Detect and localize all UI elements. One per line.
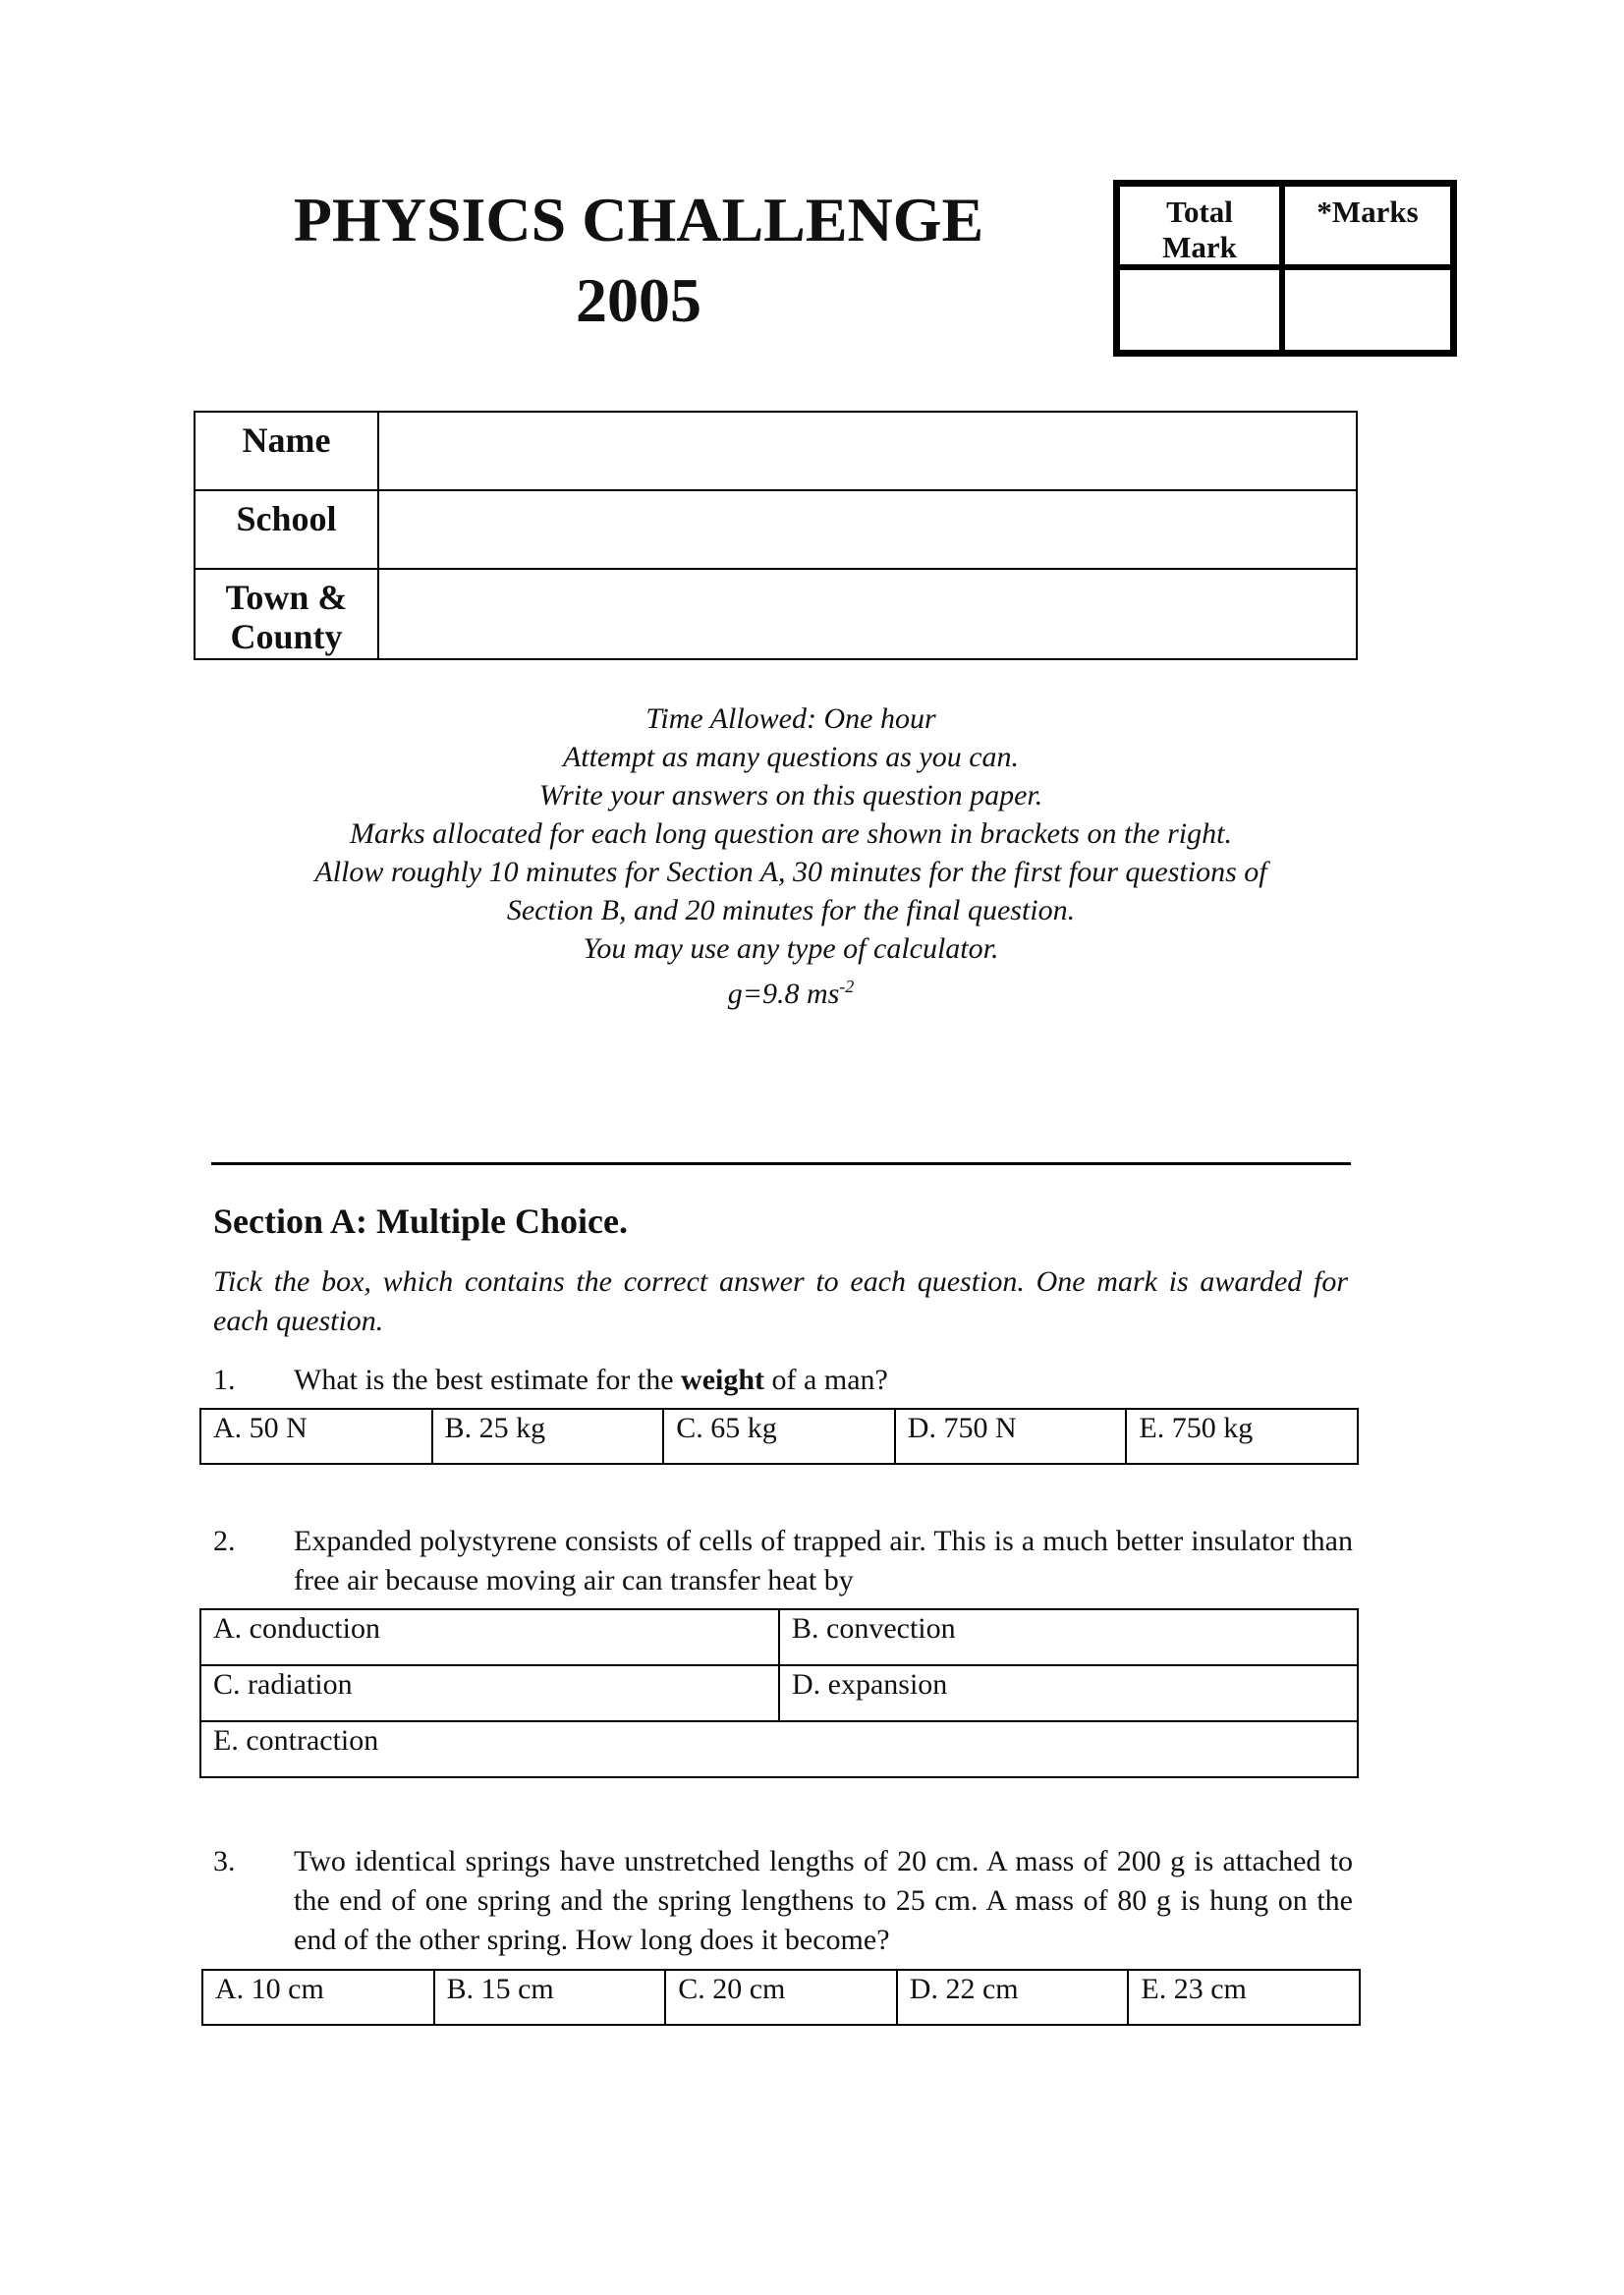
instruction-line: Marks allocated for each long question are shown in brackets on the right. [350,817,1232,850]
gravity-constant [226,968,1356,1013]
student-info-table [194,411,1358,660]
question-1 [213,1361,1353,1400]
total-mark-field[interactable] [1120,270,1285,350]
title-year: 2005 [576,265,701,335]
marks-label: *Marks [1285,187,1450,270]
title-line-1: PHYSICS CHALLENGE [293,185,984,254]
question-text: Two identical springs have unstretched lengths of 20 cm. A mass of 200 g is attached to the end of one spring and the spring lengthens to 25 cm. A mass of 80 g is hung on the end of the other spring. How long does it become? [294,1845,1353,1956]
option-b[interactable]: B. convection [779,1609,1358,1665]
option-a[interactable]: A. conduction [200,1609,779,1665]
school-label: School [195,490,378,569]
instructions [226,700,1356,1013]
question-number: 2. [213,1525,236,1557]
question-text-bold: weight [681,1364,765,1396]
school-field[interactable] [378,490,1357,569]
option-c[interactable]: C. 65 kg [663,1409,895,1464]
option-e[interactable]: E. contraction [200,1721,1358,1777]
question-number: 1. [213,1364,236,1396]
divider-line [211,1162,1351,1165]
town-county-field[interactable] [378,569,1357,659]
section-a-note: Tick the box, which contains the correct answer to each question. One mark is awarded for each question. [213,1265,1348,1337]
name-field[interactable] [378,412,1357,490]
question-text-part: of a man? [764,1364,888,1396]
option-c[interactable]: C. 20 cm [665,1970,897,2025]
county-label: County [230,617,343,656]
question-3 [213,1842,1353,1960]
gravity-value: g=9.8 ms [727,978,840,1010]
question-2-options [199,1608,1359,1778]
option-d[interactable]: D. expansion [779,1665,1358,1721]
school-row [195,490,1357,569]
total-mark-label-line2: Mark [1162,230,1237,264]
town-county-label [195,569,378,659]
town-label: Town & [225,578,348,617]
question-text [294,1361,1353,1400]
town-county-row [195,569,1357,659]
option-c[interactable]: C. radiation [200,1665,779,1721]
section-a-title: Section A: Multiple Choice. [213,1202,628,1241]
total-mark-label [1120,187,1285,270]
question-1-options [199,1408,1359,1465]
option-b[interactable]: B. 25 kg [432,1409,664,1464]
option-d[interactable]: D. 22 cm [897,1970,1129,2025]
option-d[interactable]: D. 750 N [895,1409,1127,1464]
instruction-line: Section B, and 20 minutes for the final question. [506,894,1076,926]
option-e[interactable]: E. 23 cm [1128,1970,1360,2025]
option-a[interactable]: A. 50 N [200,1409,432,1464]
marks-field[interactable] [1285,270,1450,350]
instruction-line: Time Allowed: One hour [645,702,936,735]
marks-box [1113,180,1457,357]
name-row [195,412,1357,490]
gravity-exponent: -2 [839,977,855,996]
total-mark-label-line1: Total [1166,195,1233,229]
question-text-part: What is the best estimate for the [294,1364,682,1396]
question-text: Expanded polystyrene consists of cells of trapped air. This is a much better insulator than free air because moving air can transfer heat by [294,1525,1353,1596]
option-b[interactable]: B. 15 cm [434,1970,666,2025]
option-a[interactable]: A. 10 cm [202,1970,434,2025]
question-number: 3. [213,1845,236,1877]
name-label: Name [195,412,378,490]
instruction-line: You may use any type of calculator. [583,932,999,965]
page-title [246,180,1032,341]
option-e[interactable]: E. 750 kg [1126,1409,1358,1464]
instruction-line: Attempt as many questions as you can. [562,741,1020,773]
instruction-line: Write your answers on this question paper. [538,779,1043,812]
instruction-line: Allow roughly 10 minutes for Section A, 30 minutes for the first four questions of [314,856,1267,888]
question-3-options [201,1969,1361,2026]
question-2 [213,1522,1353,1600]
